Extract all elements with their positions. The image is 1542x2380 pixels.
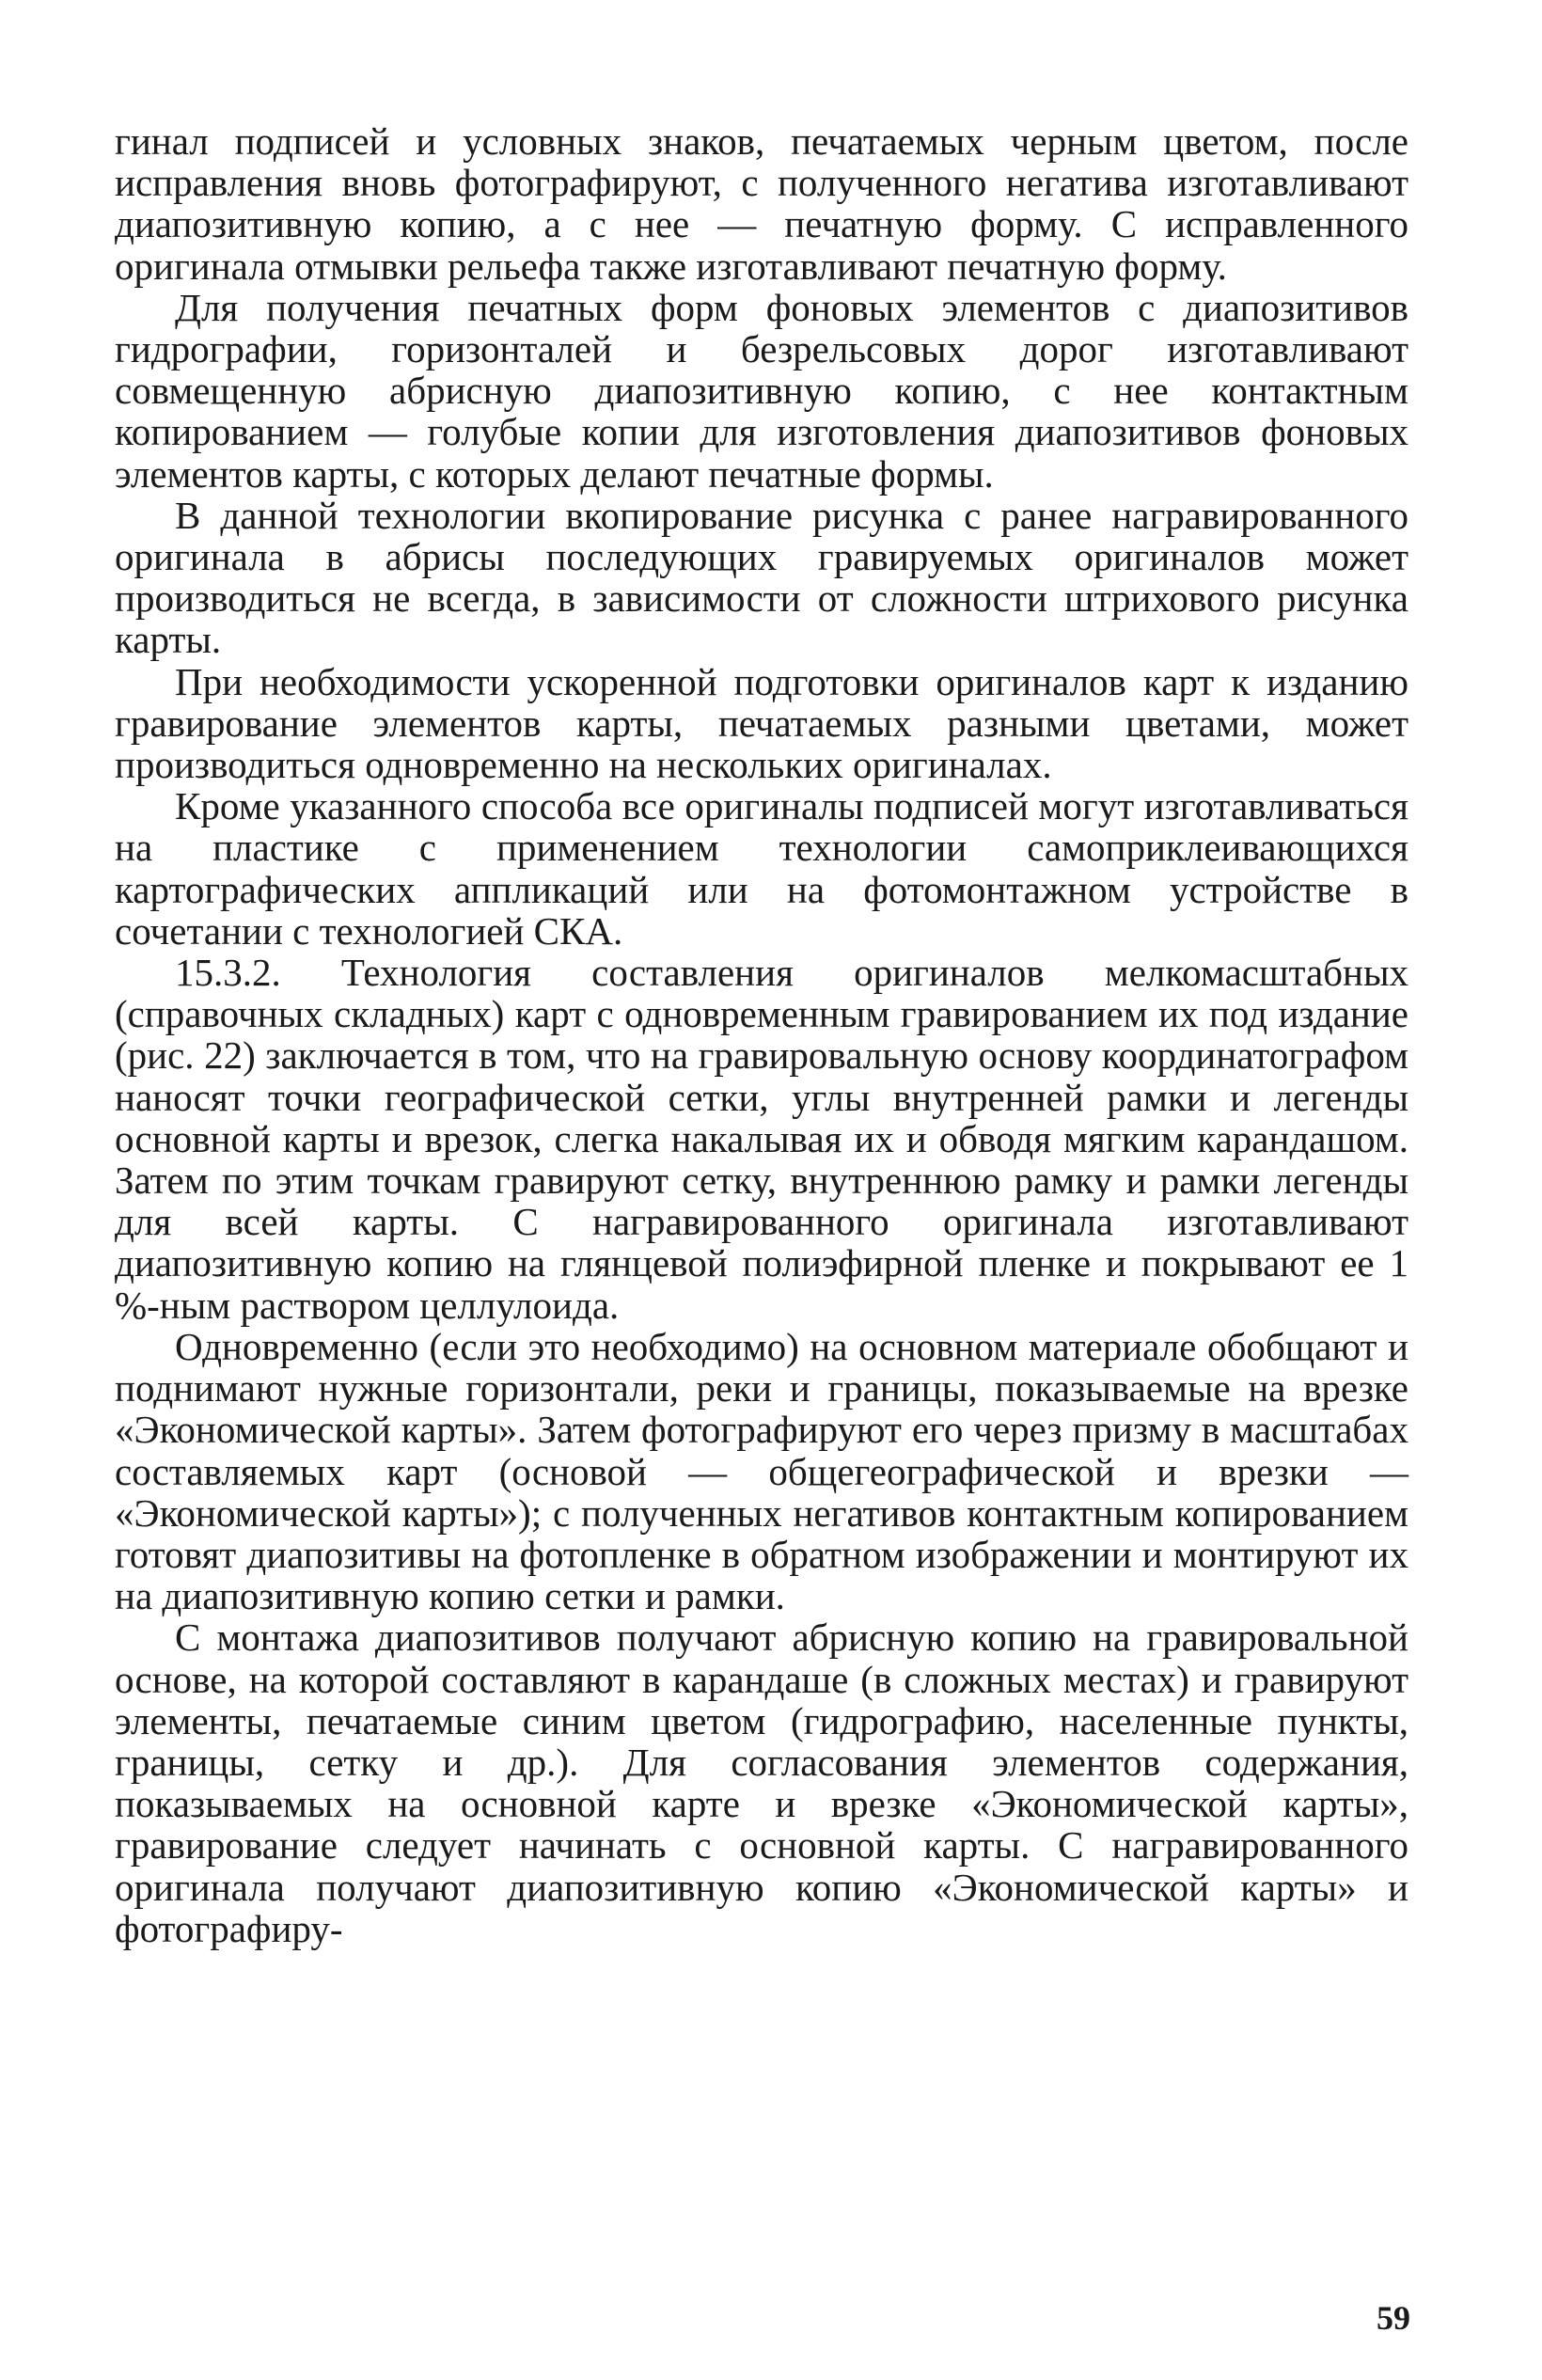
- paragraph: С монтажа диапозитивов получают абрисную копию на гравировальной основе, на которой составляют в карандаше (в сложных местах) и гравируют элементы, печатаемые синим цветом (гидрографию, населенные пункты, границы, сетку и др.). Для согласования элементов содержания, показываемых на основной карте и врезке «Экономической карты», гравирование следует начинать с основной карты. С награвированного оригинала получают диапозитивную копию «Экономической карты» и фотографиру-: [115, 1616, 1408, 1950]
- body-text: [115, 120, 1408, 1949]
- page-number: 59: [1377, 2299, 1410, 2337]
- paragraph-continuation: гинал подписей и условных знаков, печатаемых черным цветом, после исправления вновь фотографируют, с полученного негатива изготавливают диапозитивную копию, а с нее — печатную форму. С исправленного оригинала отмывки рельефа также изготавливают печатную форму.: [115, 119, 1408, 288]
- paragraph: В данной технологии вкопирование рисунка с ранее награвированного оригинала в абрисы последующих гравируемых оригиналов может производиться не всегда, в зависимости от сложности штрихового рисунка карты.: [115, 493, 1408, 662]
- paragraph: Для получения печатных форм фоновых элементов с диапозитивов гидрографии, горизонталей и безрельсовых дорог изготавливают совмещенную абрисную диапозитивную копию, с нее контактным копированием — голубые копии для изготовления диапозитивов фоновых элементов карты, с которых делают печатные формы.: [115, 285, 1408, 496]
- paragraph: Кроме указанного способа все оригиналы подписей могут изготавливаться на пластике с применением технологии самоприклеивающихся картографических аппликаций или на фотомонтажном устройстве в сочетании с технологией СКА.: [115, 784, 1408, 953]
- paragraph: Одновременно (если это необходимо) на основном материале обобщают и поднимают нужные горизонтали, реки и границы, показываемые на врезке «Экономической карты». Затем фотографируют его через призму в масштабах составляемых карт (основой — общегеографической и врезки — «Экономической карты»); с полученных негативов контактным копированием готовят диапозитивы на фотопленке в обратном изображении и монтируют их на диапозитивную копию сетки и рамки.: [115, 1324, 1408, 1618]
- paragraph: При необходимости ускоренной подготовки оригиналов карт к изданию гравирование элементов карты, печатаемых разными цветами, может производиться одновременно на нескольких оригиналах.: [115, 659, 1408, 787]
- paragraph-section-15-3-2: 15.3.2. Технология составления оригиналов мелкомасштабных (справочных складных) карт с одновременным гравированием их под издание (рис. 22) заключается в том, что на гравировальную основу координатографом наносят точки географической сетки, углы внутренней рамки и легенды основной карты и врезок, слегка накалывая их и обводя мягким карандашом. Затем по этим точкам гравируют сетку, внутреннюю рамку и рамки легенды для всей карты. С награвированного оригинала изготавливают диапозитивную копию на глянцевой полиэфирной пленке и покрывают ее 1 %-ным раствором целлулоида.: [115, 951, 1408, 1327]
